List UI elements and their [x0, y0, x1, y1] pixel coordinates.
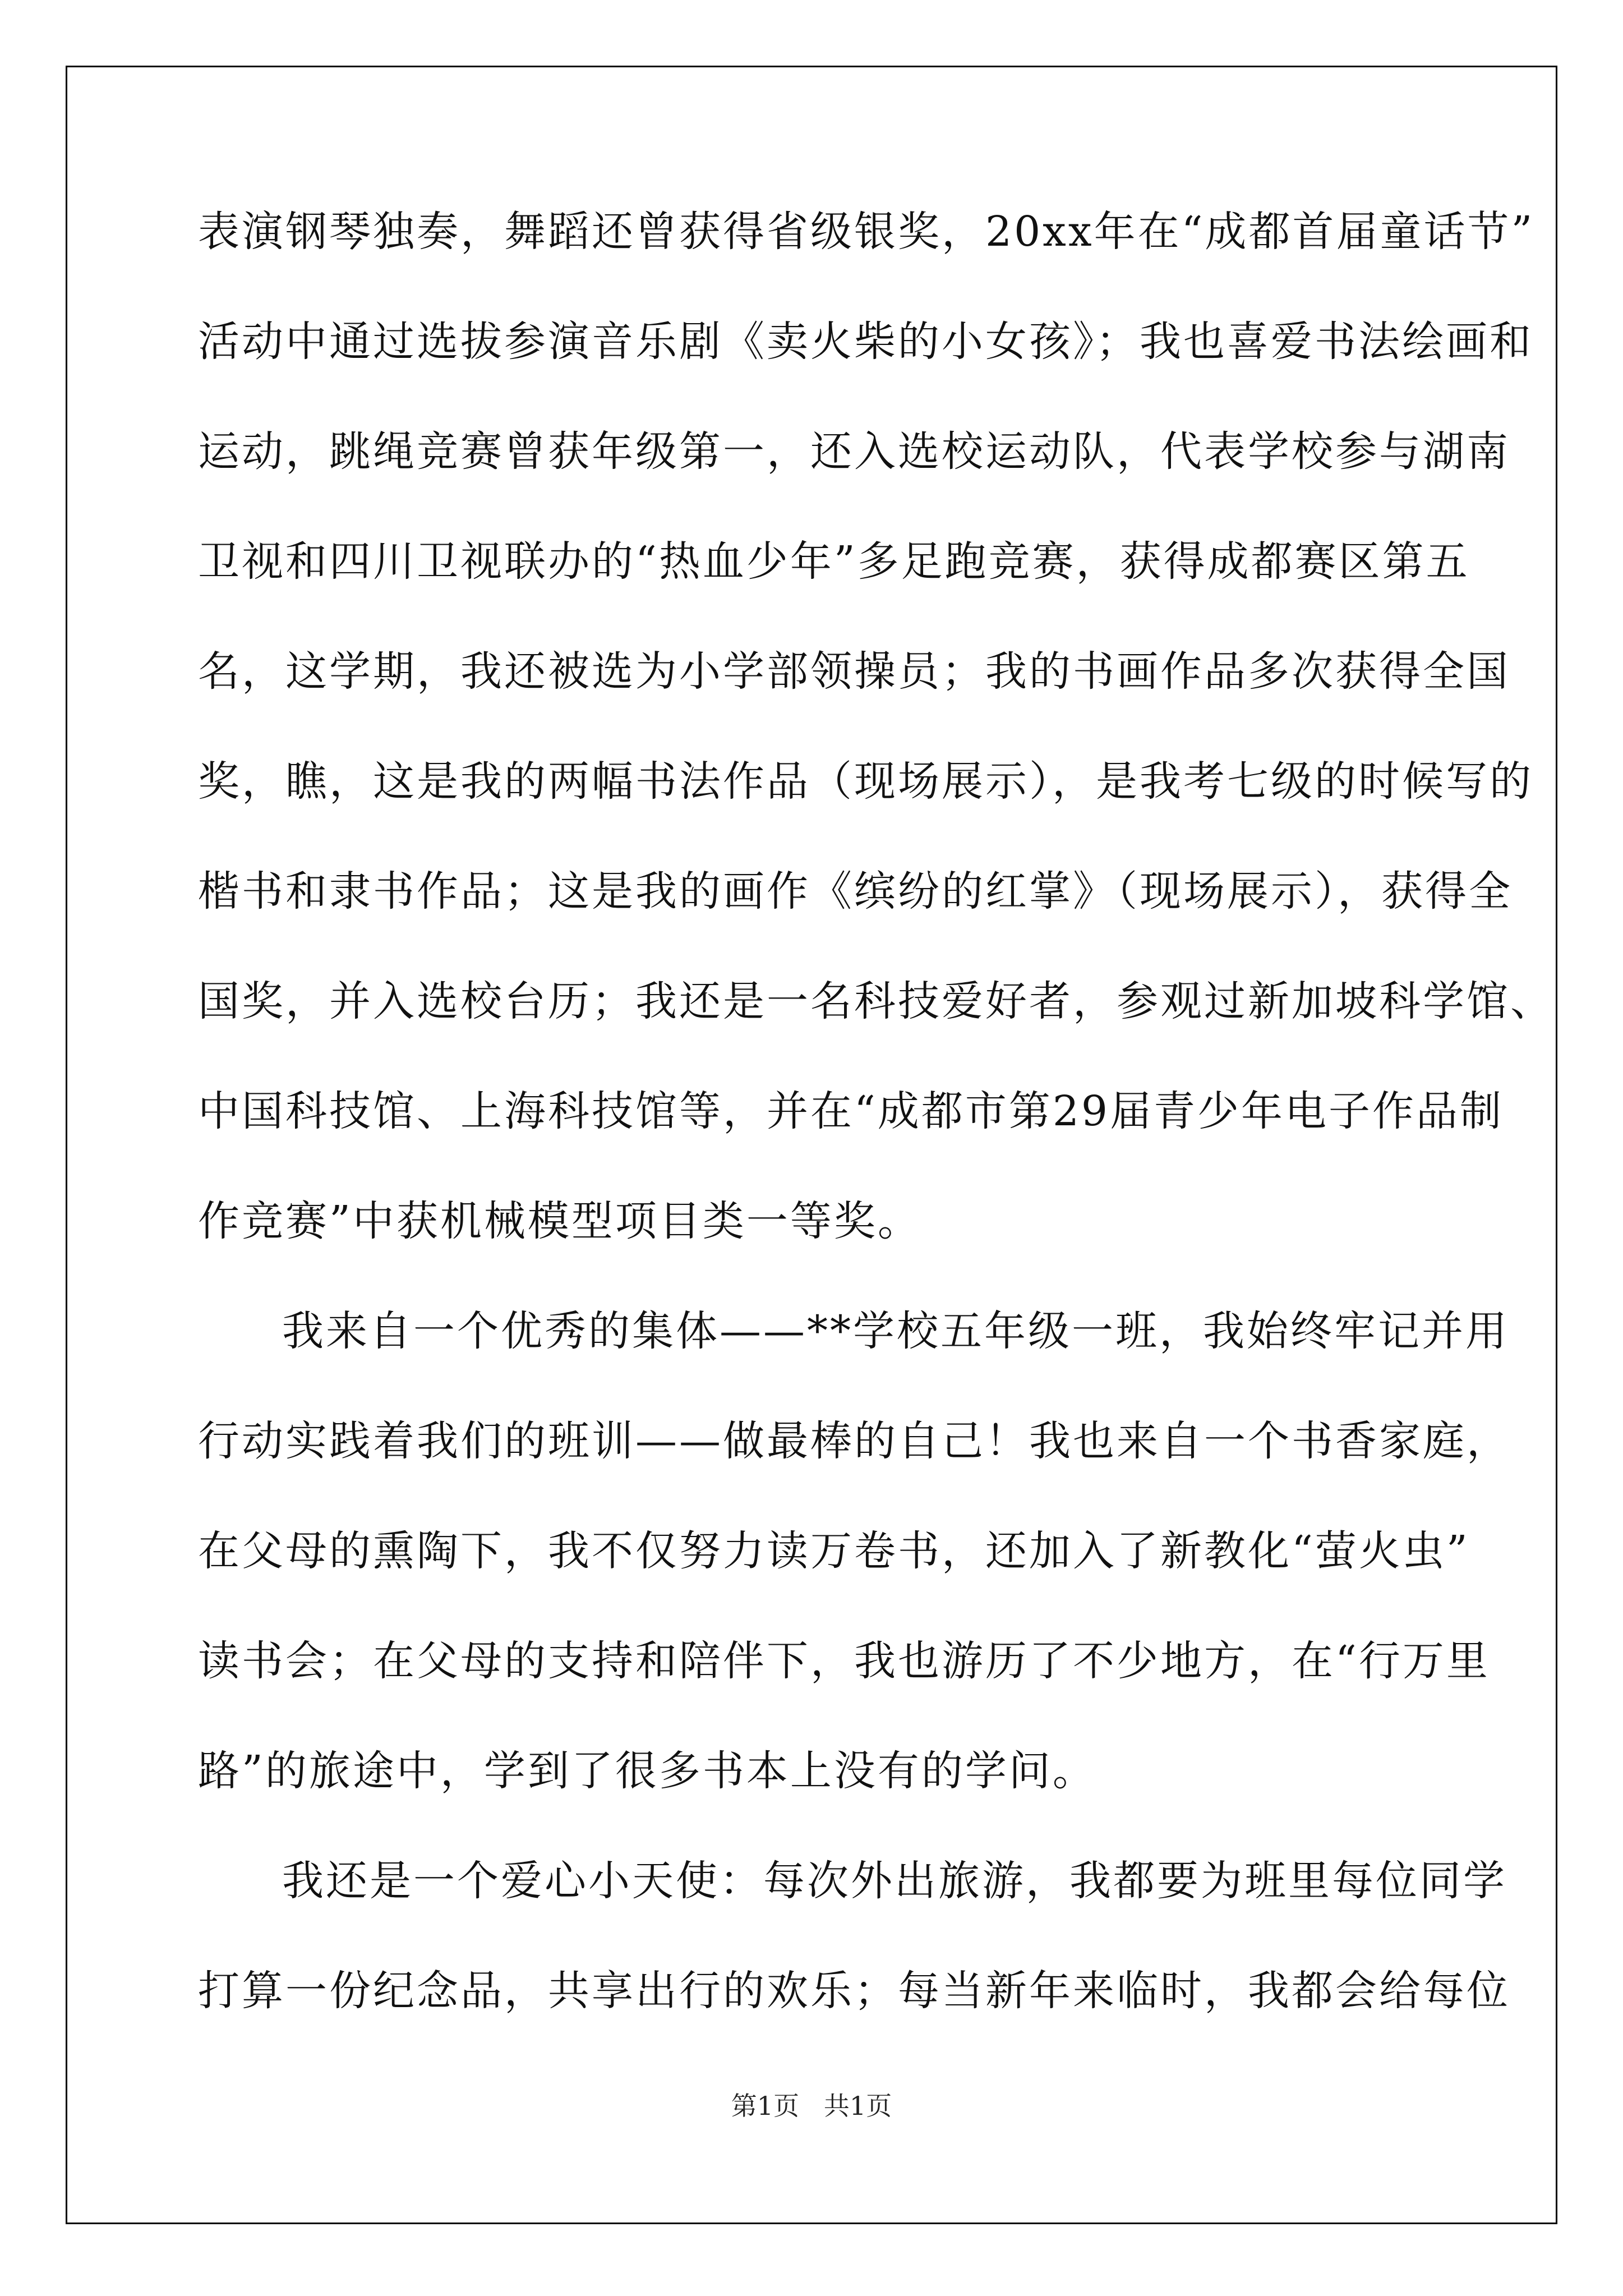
text-line: 名，这学期，我还被选为小学部领操员；我的书画作品多次获得全国 — [198, 647, 1510, 696]
text-line: 中国科技馆、上海科技馆等，并在“成都市第29届青少年电子作品制 — [198, 1087, 1504, 1135]
text-line: 奖，瞧，这是我的两幅书法作品（现场展示），是我考七级的时候写的 — [198, 757, 1533, 806]
paragraph-first-line: 我来自一个优秀的集体——**学校五年级一班，我始终牢记并用 — [282, 1307, 1509, 1355]
text-line: 路”的旅途中，学到了很多书本上没有的学问。 — [198, 1747, 1096, 1795]
text-line: 读书会；在父母的支持和陪伴下，我也游历了不少地方，在“行万里 — [198, 1637, 1490, 1685]
text-line: 作竞赛”中获机械模型项目类一等奖。 — [198, 1197, 921, 1245]
text-line: 活动中通过选拔参演音乐剧《卖火柴的小女孩》；我也喜爱书法绘画和 — [198, 318, 1533, 366]
text-line: 楷书和隶书作品；这是我的画作《缤纷的红掌》（现场展示），获得全 — [198, 867, 1513, 915]
paragraph-first-line: 我还是一个爱心小天使：每次外出旅游，我都要为班里每位同学 — [282, 1857, 1507, 1905]
page-number-footer: 第1页 共1页 — [731, 2091, 892, 2121]
document-body — [198, 197, 1554, 2067]
text-line: 国奖，并入选校台历；我还是一名科技爱好者，参观过新加坡科学馆、 — [198, 977, 1554, 1025]
text-line: 打算一份纪念品，共享出行的欢乐；每当新年来临时，我都会给每位 — [198, 1967, 1510, 2015]
text-line: 运动，跳绳竞赛曾获年级第一，还入选校运动队，代表学校参与湖南 — [198, 427, 1510, 476]
text-line: 卫视和四川卫视联办的“热血少年”多足跑竞赛，获得成都赛区第五 — [198, 537, 1470, 586]
text-line: 在父母的熏陶下，我不仅努力读万卷书，还加入了新教化“萤火虫” — [198, 1527, 1470, 1575]
text-line: 行动实践着我们的班训——做最棒的自己！我也来自一个书香家庭， — [198, 1417, 1510, 1465]
text-line: 表演钢琴独奏，舞蹈还曾获得省级银奖，20xx年在“成都首届童话节” — [198, 208, 1535, 256]
